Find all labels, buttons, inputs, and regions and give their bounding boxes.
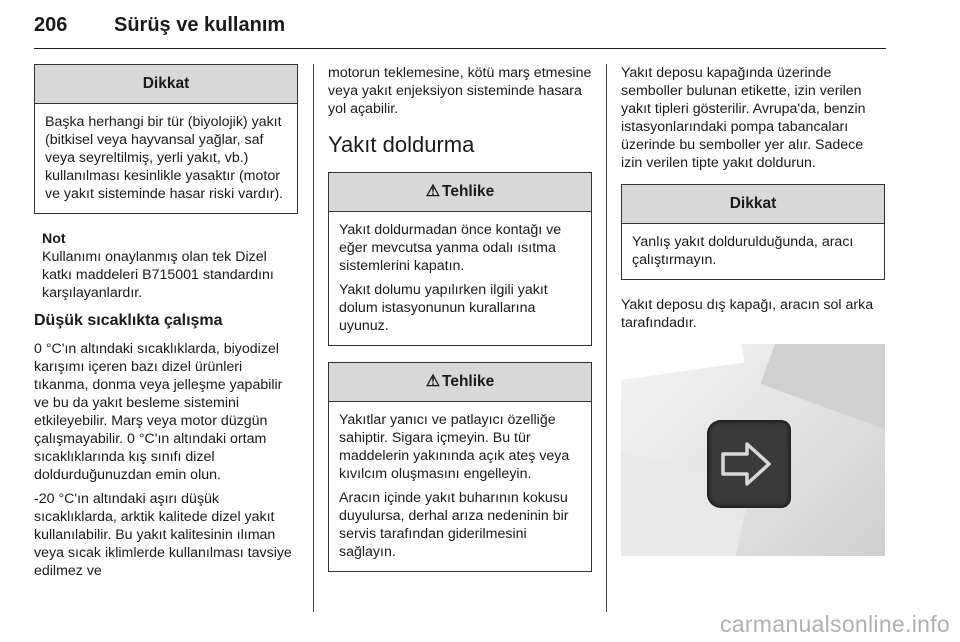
note-title: Not bbox=[42, 231, 66, 247]
caution-box-2 bbox=[621, 184, 885, 280]
danger-1-paragraph-2: Yakıt dolumu yapılırken ilgili yakıt dolum istasyonunun kurallarına uyunuz. bbox=[339, 282, 548, 334]
caution-box bbox=[34, 64, 298, 214]
warning-triangle-icon: ⚠ bbox=[425, 373, 441, 390]
danger-box-1-title: ⚠ Tehlike bbox=[329, 173, 591, 212]
fuel-door-arrow-icon bbox=[707, 420, 791, 508]
refuelling-heading: Yakıt doldurma bbox=[328, 132, 475, 157]
caution-box-2-body bbox=[622, 224, 884, 279]
fuel-label-paragraph: Yakıt deposu kapağında üzerinde semboller bulunan etikette, izin verilen yakıt tipleri gösterilir. Avrupa'da, benzin istasyonlarındaki pompa tabancaları üzerinde bu semboller yer alır. Sadece izin verilen tipte yakıt doldurun. bbox=[621, 65, 866, 171]
danger-box-2-title: ⚠ Tehlike bbox=[329, 363, 591, 402]
caution-box-2-title: Dikkat bbox=[622, 185, 884, 224]
danger-box-1 bbox=[328, 172, 592, 346]
column-3 bbox=[621, 64, 885, 556]
column-1 bbox=[34, 64, 298, 586]
fuel-flap-photo bbox=[621, 344, 885, 556]
note-block bbox=[34, 230, 298, 302]
danger-box-1-body bbox=[329, 212, 591, 345]
page-title: Sürüş ve kullanım bbox=[114, 14, 286, 36]
page-header bbox=[34, 0, 886, 49]
note-text: Kullanımı onaylanmış olan tek Dizel katkı maddeleri B715001 standardını karşılayanlardır. bbox=[42, 249, 274, 301]
cold-operation-heading: Düşük sıcaklıkta çalışma bbox=[34, 312, 223, 329]
cold-paragraph-1: 0 °C'ın altındaki sıcaklıklarda, biyodizel karışımı içeren bazı dizel ürünleri tıkanma, donma veya jelleşme yapabilir ve bu da yakıt besleme sistemini etkileyebilir. Marş veya motor düzgün çalışmayabilir. 0 °C'ın altındaki ortam sıcaklıklarında kış sınıfı dizel doldurduğunuzdan emin olun. bbox=[34, 341, 283, 483]
column-2 bbox=[328, 64, 592, 588]
continued-paragraph: motorun teklemesine, kötü marş etmesine veya yakıt enjeksiyon sisteminde hasara yol açabilir. bbox=[328, 65, 592, 117]
column-divider bbox=[606, 64, 607, 612]
caution-box-body bbox=[35, 104, 297, 213]
warning-triangle-icon: ⚠ bbox=[425, 183, 441, 200]
danger-2-paragraph-2: Aracın içinde yakıt buharının kokusu duyulursa, derhal arıza nedeninin bir servis tarafından giderilmesini sağlayın. bbox=[339, 490, 569, 560]
fuel-flap-paragraph: Yakıt deposu dış kapağı, aracın sol arka tarafındadır. bbox=[621, 297, 874, 331]
danger-1-paragraph-1: Yakıt doldurmadan önce kontağı ve eğer mevcutsa yanma odalı ısıtma sistemlerini kapatın. bbox=[339, 222, 562, 274]
fuel-door bbox=[707, 420, 791, 508]
caution-box-title: Dikkat bbox=[35, 65, 297, 104]
column-divider bbox=[313, 64, 314, 612]
danger-box-2 bbox=[328, 362, 592, 572]
caution-2-text: Yanlış yakıt doldurulduğunda, aracı çalıştırmayın. bbox=[632, 234, 854, 268]
watermark: carmanualsonline.info bbox=[719, 611, 950, 637]
danger-box-2-body bbox=[329, 402, 591, 571]
page-number: 206 bbox=[34, 14, 68, 36]
caution-text: Başka herhangi bir tür (biyolojik) yakıt (bitkisel veya hayvansal yağlar, saf veya seyreltilmiş, yerli yakıt, vb.) kullanılması kesinlikle yasaktır (motor ve yakıt sisteminde hasar riski vardır). bbox=[45, 114, 284, 202]
cold-paragraph-2: -20 °C'ın altındaki aşırı düşük sıcaklıklarda, arktik kalitede dizel yakıt kullanılabilir. Bu yakıt kalitesinin ılıman veya sıcak iklimlerde kullanılması tavsiye edilmez ve bbox=[34, 491, 292, 579]
danger-2-paragraph-1: Yakıtlar yanıcı ve patlayıcı özelliğe sahiptir. Sigara içmeyin. Bu tür maddelerin yakınında açık ateş veya kıvılcım oluşmasını engelleyin. bbox=[339, 412, 570, 482]
photo-highlight bbox=[621, 344, 744, 385]
